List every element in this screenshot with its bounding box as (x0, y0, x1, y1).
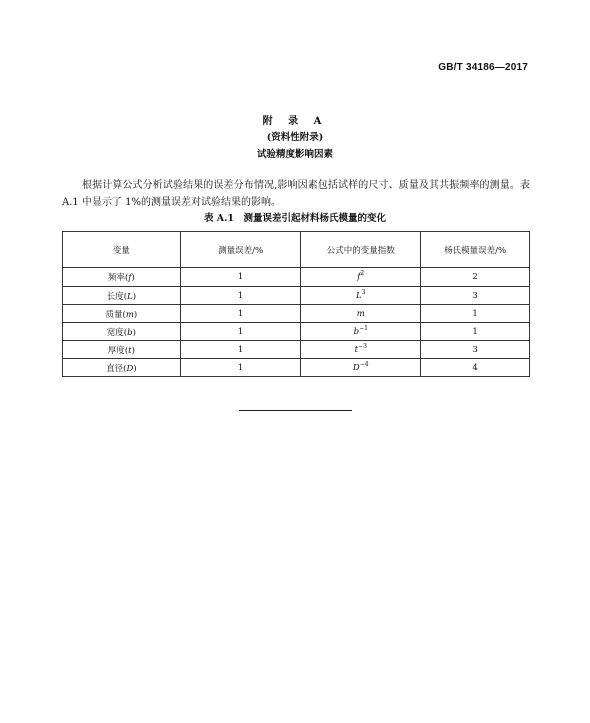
variable-name: 质量 (105, 309, 123, 320)
exponent-cell (301, 268, 421, 287)
modulus-error-cell: 2 (421, 268, 530, 287)
variable-symbol: D (126, 363, 134, 374)
variable-name: 厚度 (107, 345, 125, 356)
modulus-error-cell: 4 (421, 359, 530, 377)
table-header-row (63, 232, 530, 268)
variable-cell: 厚度(t) (63, 341, 181, 359)
error-cell: 1 (180, 305, 301, 323)
data-table (62, 231, 530, 377)
exponent-power: −3 (358, 342, 367, 350)
table-caption: 表 A.1 测量误差引起材料杨氏模量的变化 (203, 213, 387, 224)
exponent-base: b (353, 326, 360, 337)
exponent-cell (301, 287, 421, 305)
exponent-power: 2 (360, 270, 365, 277)
error-cell: 1 (180, 359, 301, 377)
modulus-error-cell: 3 (421, 287, 530, 305)
variable-cell: 宽度(b) (63, 323, 181, 341)
table-row (63, 341, 530, 359)
annex-title: 试验精度影响因素 (256, 149, 333, 160)
table-row (63, 305, 530, 323)
table-row (63, 268, 530, 287)
exponent-cell (301, 305, 421, 323)
exponent-base: m (356, 308, 365, 319)
standard-code: GB/T 34186—2017 (438, 62, 528, 73)
error-cell: 1 (180, 287, 301, 305)
exponent-base: L (356, 290, 362, 301)
variable-name: 宽度 (106, 327, 124, 338)
exponent-cell (301, 341, 421, 359)
modulus-error-cell: 1 (421, 323, 530, 341)
annex-label: 附 录 A (262, 116, 328, 127)
table-row (63, 287, 530, 305)
exponent-cell (301, 323, 421, 341)
header-variable: 变量 (63, 232, 181, 268)
exponent-power: −4 (359, 360, 369, 368)
modulus-error-cell: 1 (421, 305, 530, 323)
variable-symbol: m (125, 309, 134, 320)
exponent-base: f (357, 272, 361, 282)
error-cell: 1 (180, 268, 301, 287)
variable-symbol: L (127, 291, 133, 302)
exponent-base: t (354, 344, 359, 355)
annex-type: (资料性附录) (266, 132, 324, 143)
variable-symbol: f (128, 273, 132, 283)
table-row (63, 323, 530, 341)
table-row (63, 359, 530, 377)
header-measurement-error: 测量误差/% (180, 232, 301, 268)
variable-symbol: b (127, 327, 133, 338)
error-cell: 1 (180, 341, 301, 359)
header-modulus-error: 杨氏模量误差/% (421, 232, 530, 268)
exponent-power: −1 (359, 324, 368, 332)
body-paragraph: 根据计算公式分析试验结果的误差分布情况,影响因素包括试样的尺寸、质量及其共振频率的测量。表 A.1 中显示了 1%的测量误差对试验结果的影响。 (62, 180, 530, 208)
variable-cell: 频率(f) (63, 268, 181, 287)
end-of-text-rule (239, 410, 352, 411)
variable-name: 长度 (106, 291, 124, 302)
variable-cell: 质量(m) (63, 305, 181, 323)
exponent-cell (301, 359, 421, 377)
variable-cell: 直径(D) (63, 359, 181, 377)
exponent-base: D (352, 362, 360, 373)
modulus-error-cell: 3 (421, 341, 530, 359)
variable-symbol: t (128, 345, 132, 356)
variable-cell: 长度(L) (63, 287, 181, 305)
variable-name: 频率 (107, 273, 125, 283)
header-variable-exponent: 公式中的变量指数 (301, 232, 421, 268)
exponent-power: 3 (361, 288, 366, 296)
variable-name: 直径 (106, 363, 124, 374)
error-cell: 1 (180, 323, 301, 341)
